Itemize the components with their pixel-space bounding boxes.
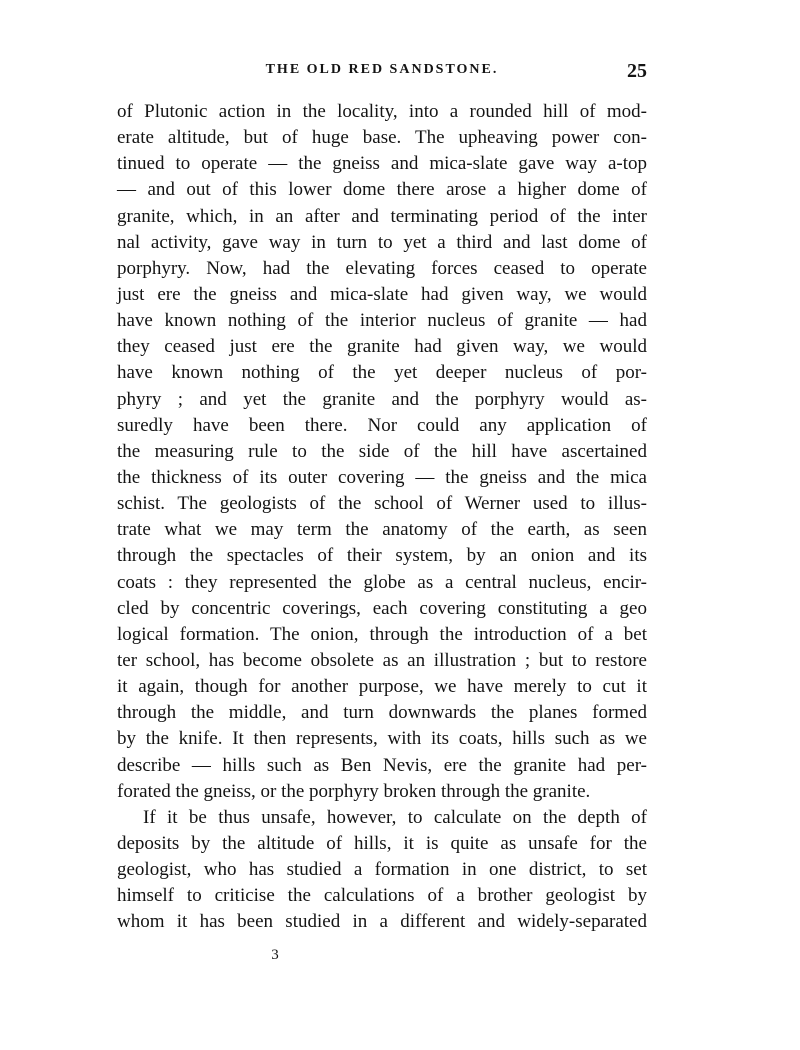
text-line: whom it has been studied in a different and widely-separated [117,911,647,933]
paragraph [117,805,647,936]
text-line: it again, though for another purpose, we have merely to cut it [117,676,647,698]
text-line: just ere the gneiss and mica-slate had given way, we would [117,283,647,305]
paragraph [117,99,647,805]
text-line: by the knife. It then represents, with its coats, hills such as we [117,728,647,750]
text-line: — and out of this lower dome there arose a higher dome of [117,179,647,201]
text-line: granite, which, in an after and terminating period of the inter [117,205,647,227]
text-line: they ceased just ere the granite had given way, we would [117,336,647,358]
text-line: cled by concentric coverings, each covering constituting a geo [117,597,647,619]
text-line: schist. The geologists of the school of Werner used to illus- [117,493,647,515]
text-line: describe — hills such as Ben Nevis, ere the granite had per- [117,754,647,776]
text-line: through the middle, and turn downwards the planes formed [117,702,647,724]
text-line: through the spectacles of their system, by an onion and its [117,545,647,567]
text-line: the thickness of its outer covering — the gneiss and the mica [117,466,647,488]
text-line: suredly have been there. Nor could any application of [117,414,647,436]
text-line: If it be thus unsafe, however, to calculate on the depth of [143,806,647,828]
text-line: logical formation. The onion, through the introduction of a bet [117,623,647,645]
text-line: deposits by the altitude of hills, it is quite as unsafe for the [117,832,647,854]
running-head [117,60,647,84]
text-line: have known nothing of the yet deeper nucleus of por- [117,362,647,384]
text-line: nal activity, gave way in turn to yet a third and last dome of [117,231,647,253]
text-line: porphyry. Now, had the elevating forces ceased to operate [117,257,647,279]
text-line: phyry ; and yet the granite and the porphyry would as- [117,388,647,410]
body-text [117,99,647,936]
text-line: the measuring rule to the side of the hill have ascertained [117,440,647,462]
text-line: erate altitude, but of huge base. The upheaving power con- [117,127,647,149]
running-title: THE OLD RED SANDSTONE. [265,62,499,77]
text-line: of Plutonic action in the locality, into a rounded hill of mod- [117,101,647,122]
signature-mark: 3 [271,947,279,963]
text-line: have known nothing of the interior nucleus of granite — had [117,310,647,332]
text-line: geologist, who has studied a formation in one district, to set [117,859,647,881]
text-line: himself to criticise the calculations of a brother geologist by [117,885,647,907]
text-line: trate what we may term the anatomy of the earth, as seen [117,519,647,541]
page-number: 25 [627,60,647,82]
text-line: tinued to operate — the gneiss and mica-slate gave way a-top [117,153,647,175]
text-line: forated the gneiss, or the porphyry broken through the granite. [117,780,591,802]
text-line: ter school, has become obsolete as an illustration ; but to restore [117,649,647,671]
text-line: coats : they represented the globe as a central nucleus, encir- [117,571,647,593]
